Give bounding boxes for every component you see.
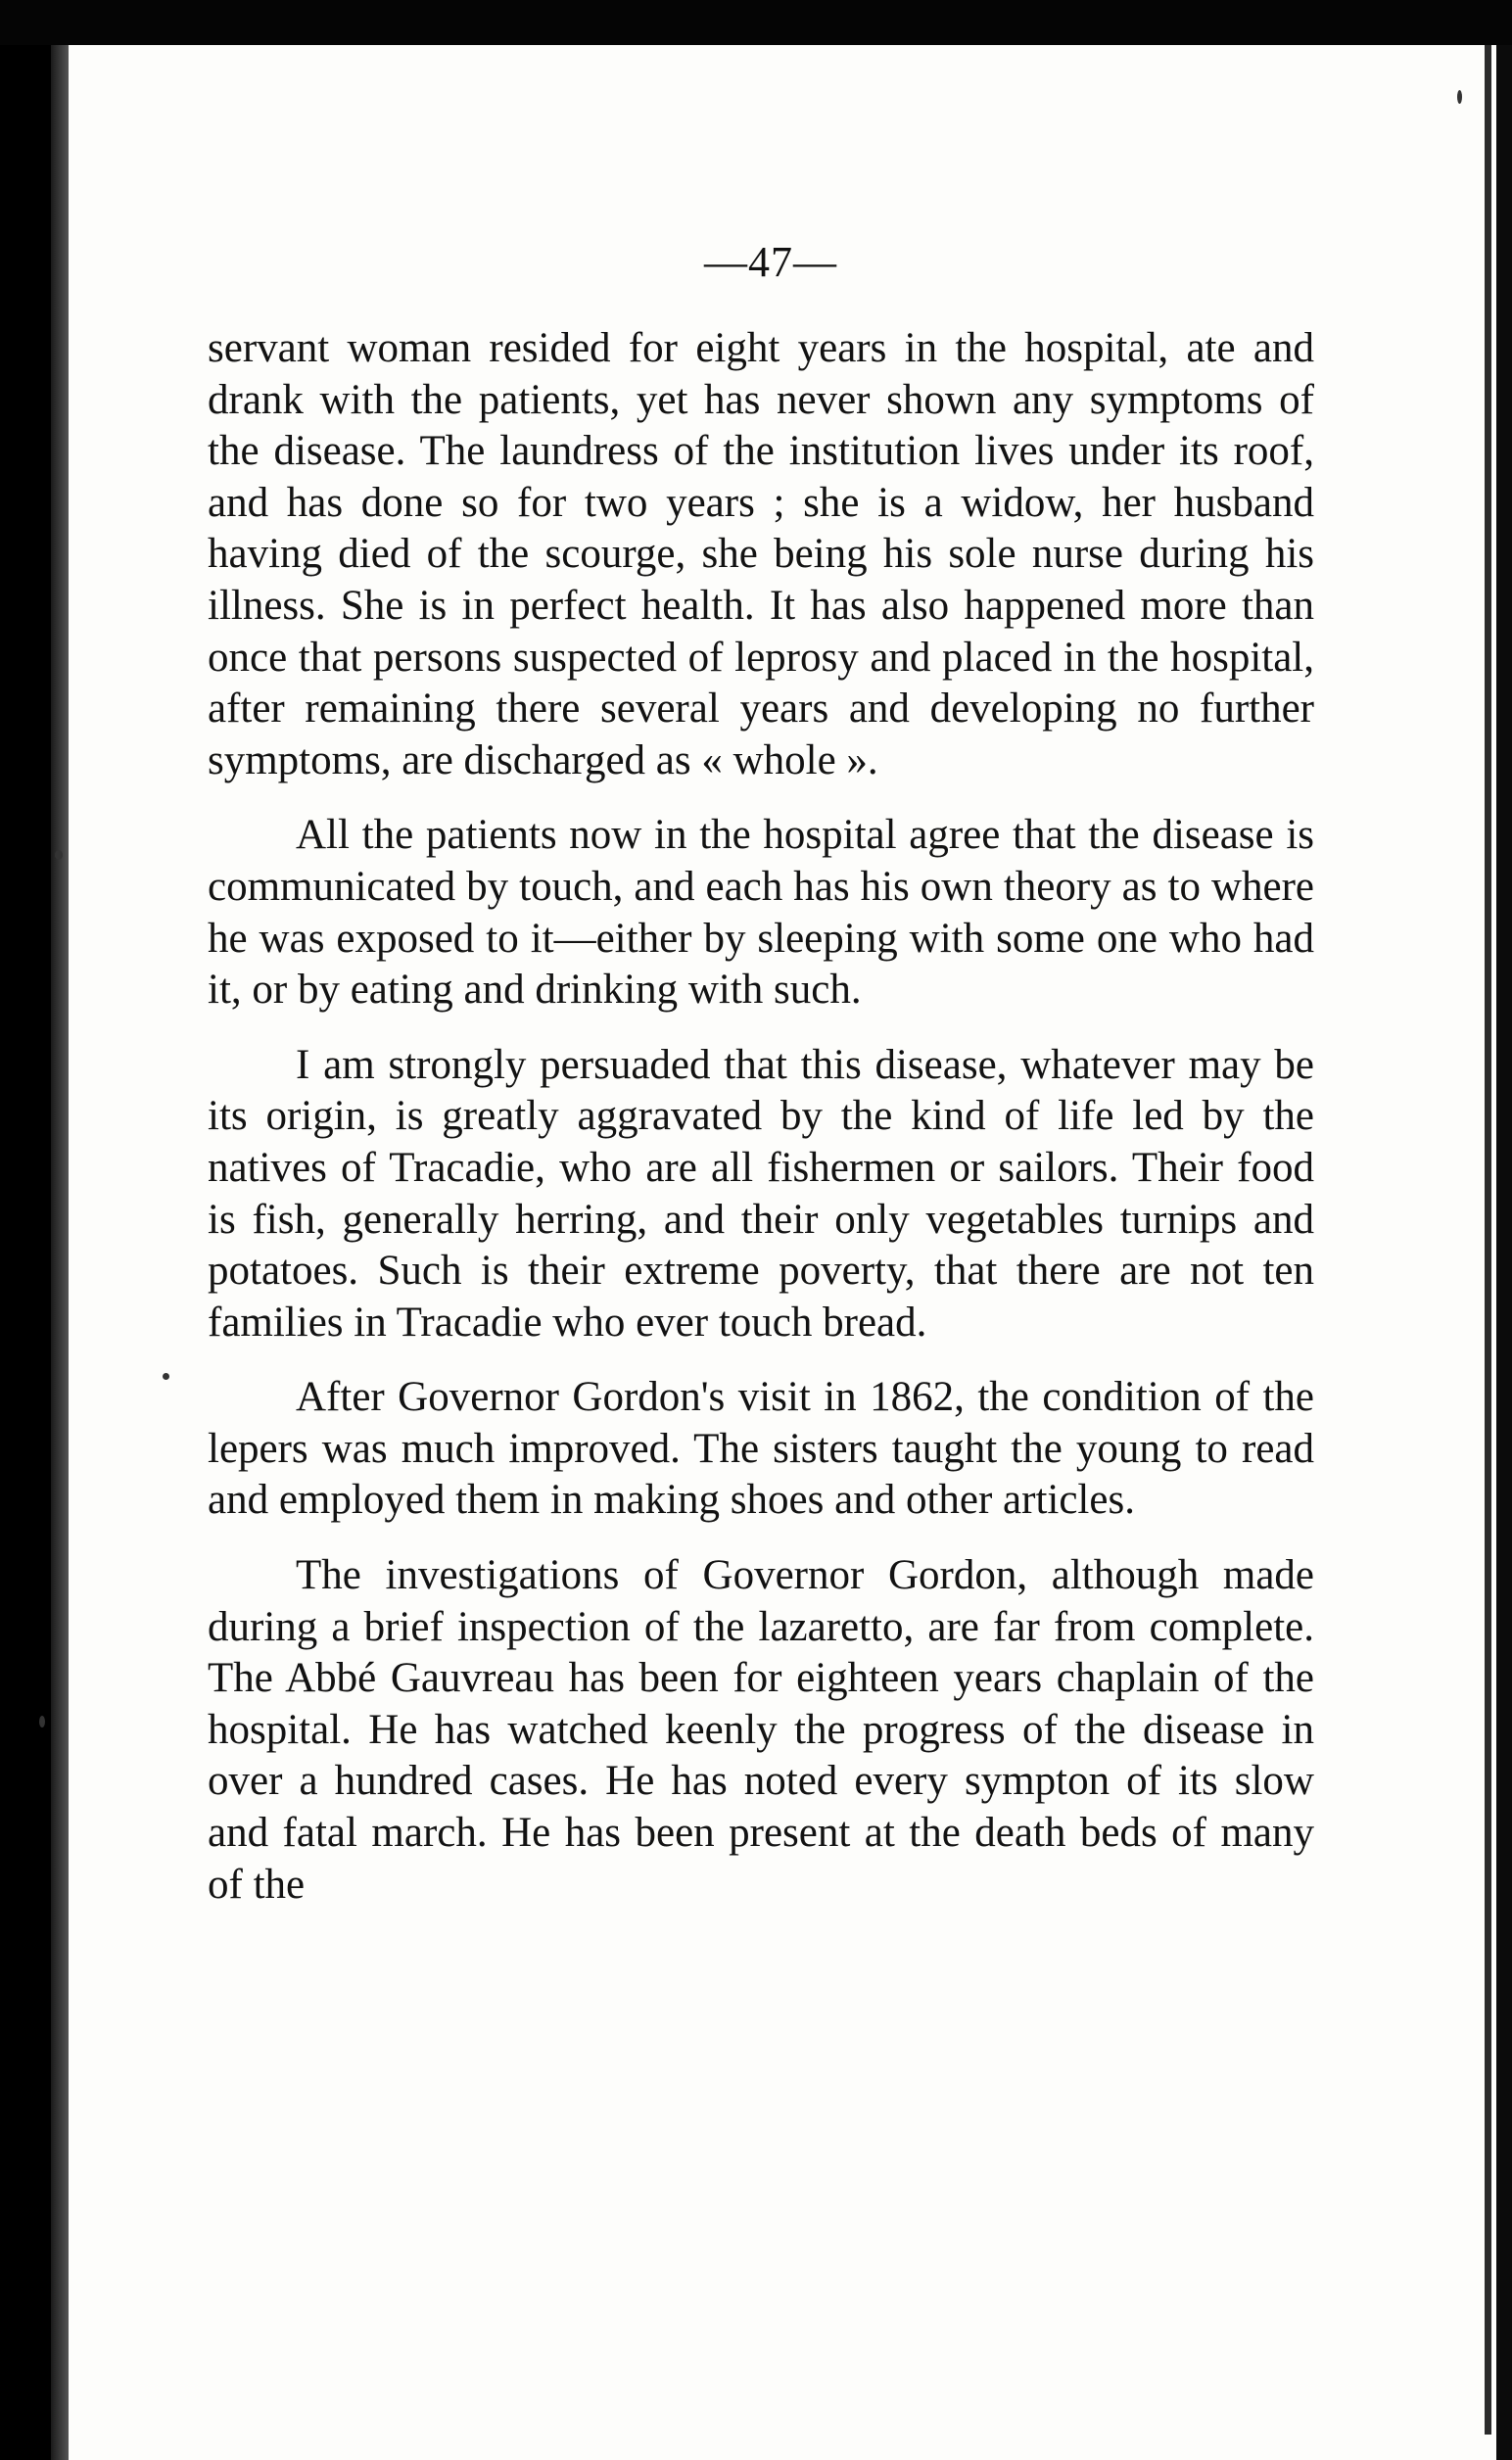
scan-speck xyxy=(1457,90,1462,104)
scan-top-border xyxy=(0,0,1512,45)
body-text xyxy=(208,323,1314,1934)
paragraph: All the patients now in the hospital agree that the disease is communicated by touch, and each has his own theory as to where he was exposed to it—either by sleeping with some one who had it, or by eating and drinking with such. xyxy=(208,812,1314,1014)
paragraph: I am strongly persuaded that this disease, whatever may be its origin, is greatly aggravated by the kind of life led by the natives of Tracadie, who are all fishermen or sailors. Their food is fish, generally herring, and their only vegetables turnips and potatoes. Such is their extreme poverty, that there are not ten families in Tracadie who ever touch bread. xyxy=(208,1041,1314,1346)
paragraph: servant woman resided for eight years in the hospital, ate and drank with the patients, yet has never shown any symptoms of the disease. The laundress of the institution lives under its roof, and has done so for two years ; she is a widow, her husband having died of the scourge, she being his sole nurse during his illness. She is in perfect health. It has also happened more than once that persons suspected of leprosy and placed in the hospital, after remaining there several years and developing no further symptoms, are discharged as « whole ». xyxy=(208,325,1314,783)
scan-speck xyxy=(55,850,63,860)
page-number: —47— xyxy=(704,238,837,286)
paragraph: The investigations of Governor Gordon, although made during a brief inspection of the lazaretto, are far from complete. The Abbé Gauvreau has been for eighteen years chaplain of the hospital. He has watched keenly the progress of the disease in over a hundred cases. He has noted every sympton of its slow and fatal march. He has been present at the death beds of many of the xyxy=(208,1552,1314,1908)
scan-speck xyxy=(39,1716,45,1727)
scan-right-border xyxy=(1496,45,1512,2460)
page-right-edge-rule xyxy=(1485,45,1491,2435)
paragraph: After Governor Gordon's visit in 1862, the condition of the lepers was much improved. The sisters taught the young to read and employed them in making shoes and other articles. xyxy=(208,1374,1314,1524)
scan-speck xyxy=(163,1373,169,1380)
